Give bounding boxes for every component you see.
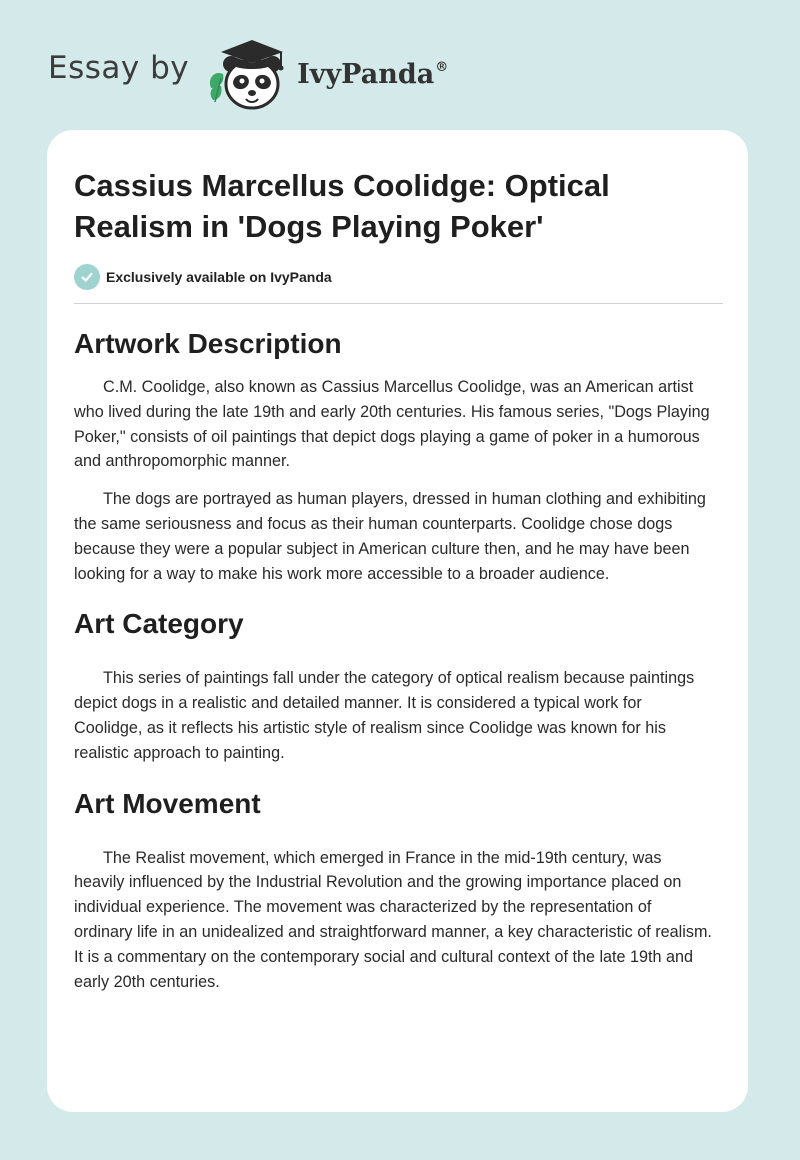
- paragraph: C.M. Coolidge, also known as Cassius Marcellus Coolidge, was an American artist who lived during the late 19th and early 20th centuries. His famous series, "Dogs Playing Poker," consists of oil paintings that depict dogs playing a game of poker in a humorous and anthropomorphic manner.: [74, 378, 710, 471]
- paragraph: The dogs are portrayed as human players, dressed in human clothing and exhibiting the same seriousness and focus as their human counterparts. Coolidge chose dogs because they were a popular subject in American culture then, and he may have been looking for a way to make his work more accessible to a broader audience.: [74, 490, 706, 583]
- paragraph: The Realist movement, which emerged in France in the mid-19th century, was heavily influenced by the Industrial Revolution and the growing importance placed on individual experience. The movement was characterized by the representation of ordinary life in an unidealized and straightforward manner, a key characteristic of realism. It is a commentary on the contemporary social and cultural context of the late 19th and early 20th centuries.: [74, 848, 712, 991]
- essay-card: [47, 130, 748, 1112]
- panda-logo-icon: [201, 30, 293, 114]
- essay-by-label: Essay by: [48, 50, 190, 86]
- brand-name: IvyPanda®: [297, 58, 449, 90]
- registered-mark: ®: [435, 59, 449, 75]
- checkmark-icon: [74, 264, 100, 290]
- site-header: [48, 30, 448, 114]
- section-heading: Art Category: [74, 608, 244, 640]
- paragraph: This series of paintings fall under the category of optical realism because paintings depict dogs in a realistic and detailed manner. It is considered a typical work for Coolidge, as it reflects his artistic style of realism since Coolidge was known for his realistic approach to painting.: [74, 669, 695, 762]
- availability-badge: [74, 264, 332, 290]
- page-title: Cassius Marcellus Coolidge: Optical Realism in 'Dogs Playing Poker': [74, 168, 610, 244]
- essay-body: [74, 320, 714, 1007]
- section-heading: Artwork Description: [74, 328, 342, 359]
- divider: [74, 303, 723, 304]
- section-heading: Art Movement: [74, 787, 261, 819]
- badge-label: Exclusively available on IvyPanda: [106, 269, 332, 285]
